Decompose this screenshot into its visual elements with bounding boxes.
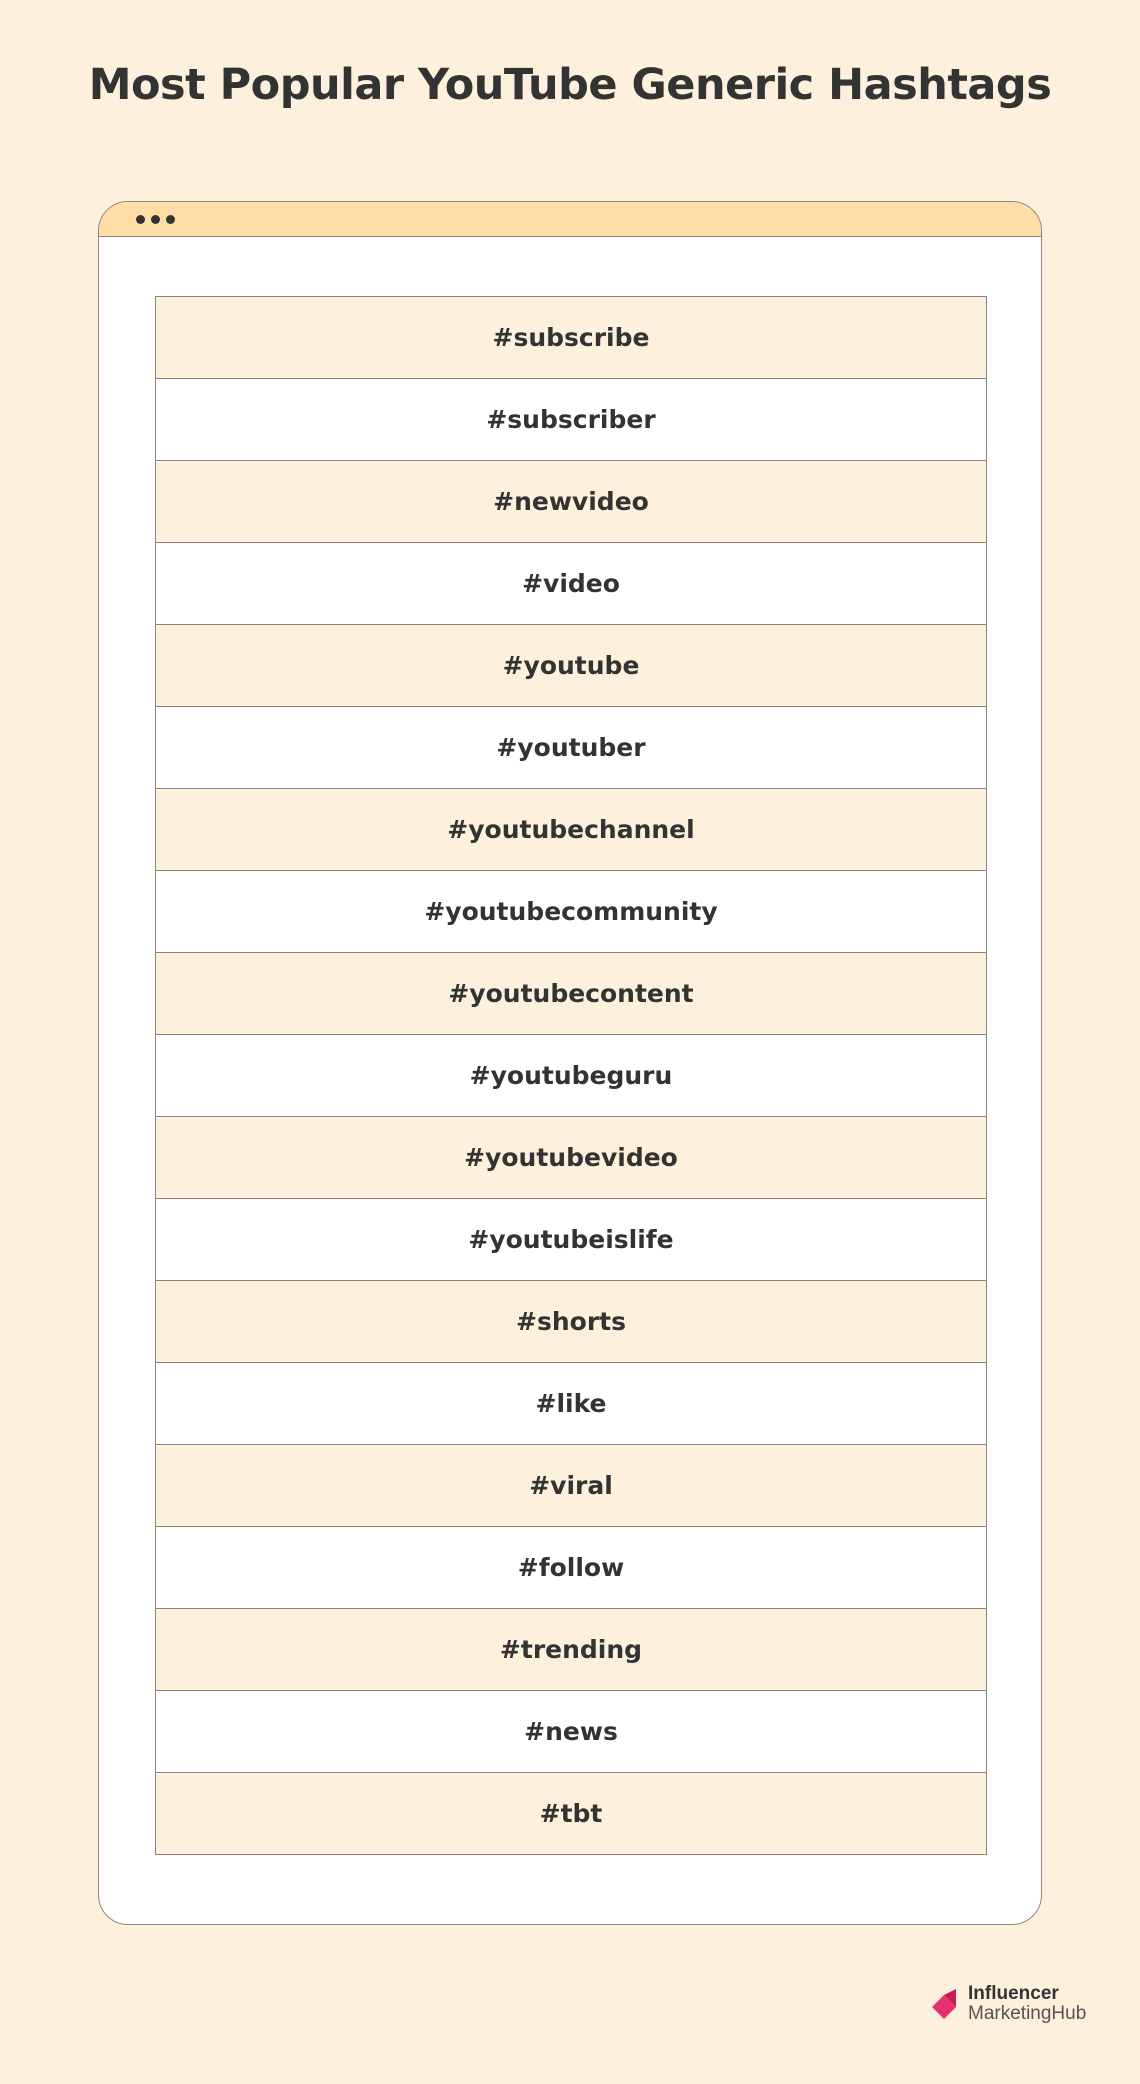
table-row: #youtubevideo [156, 1116, 986, 1198]
table-row: #news [156, 1690, 986, 1772]
browser-window-frame [98, 201, 1042, 1925]
table-row: #youtubeguru [156, 1034, 986, 1116]
table-row: #trending [156, 1608, 986, 1690]
table-row: #youtuber [156, 706, 986, 788]
page-title: Most Popular YouTube Generic Hashtags [88, 60, 1052, 110]
table-row: #subscriber [156, 378, 986, 460]
window-titlebar [99, 202, 1041, 237]
table-row: #youtubechannel [156, 788, 986, 870]
table-row: #youtubeislife [156, 1198, 986, 1280]
table-row: #youtubecommunity [156, 870, 986, 952]
table-row: #viral [156, 1444, 986, 1526]
logo-text-line1: Influencer [968, 1983, 1059, 2004]
table-row: #subscribe [156, 297, 986, 378]
window-dot-icon [151, 215, 160, 224]
table-row: #video [156, 542, 986, 624]
logo-text-line2: MarketingHub [968, 2003, 1087, 2024]
table-row: #newvideo [156, 460, 986, 542]
table-row: #youtube [156, 624, 986, 706]
table-row: #youtubecontent [156, 952, 986, 1034]
brand-logo[interactable] [928, 1983, 1128, 2025]
table-row: #tbt [156, 1772, 986, 1854]
window-dot-icon [136, 215, 145, 224]
window-dot-icon [166, 215, 175, 224]
table-row: #shorts [156, 1280, 986, 1362]
table-row: #like [156, 1362, 986, 1444]
influencer-marketing-hub-logo-icon [928, 1985, 968, 2025]
table-row: #follow [156, 1526, 986, 1608]
hashtag-table [155, 296, 987, 1855]
